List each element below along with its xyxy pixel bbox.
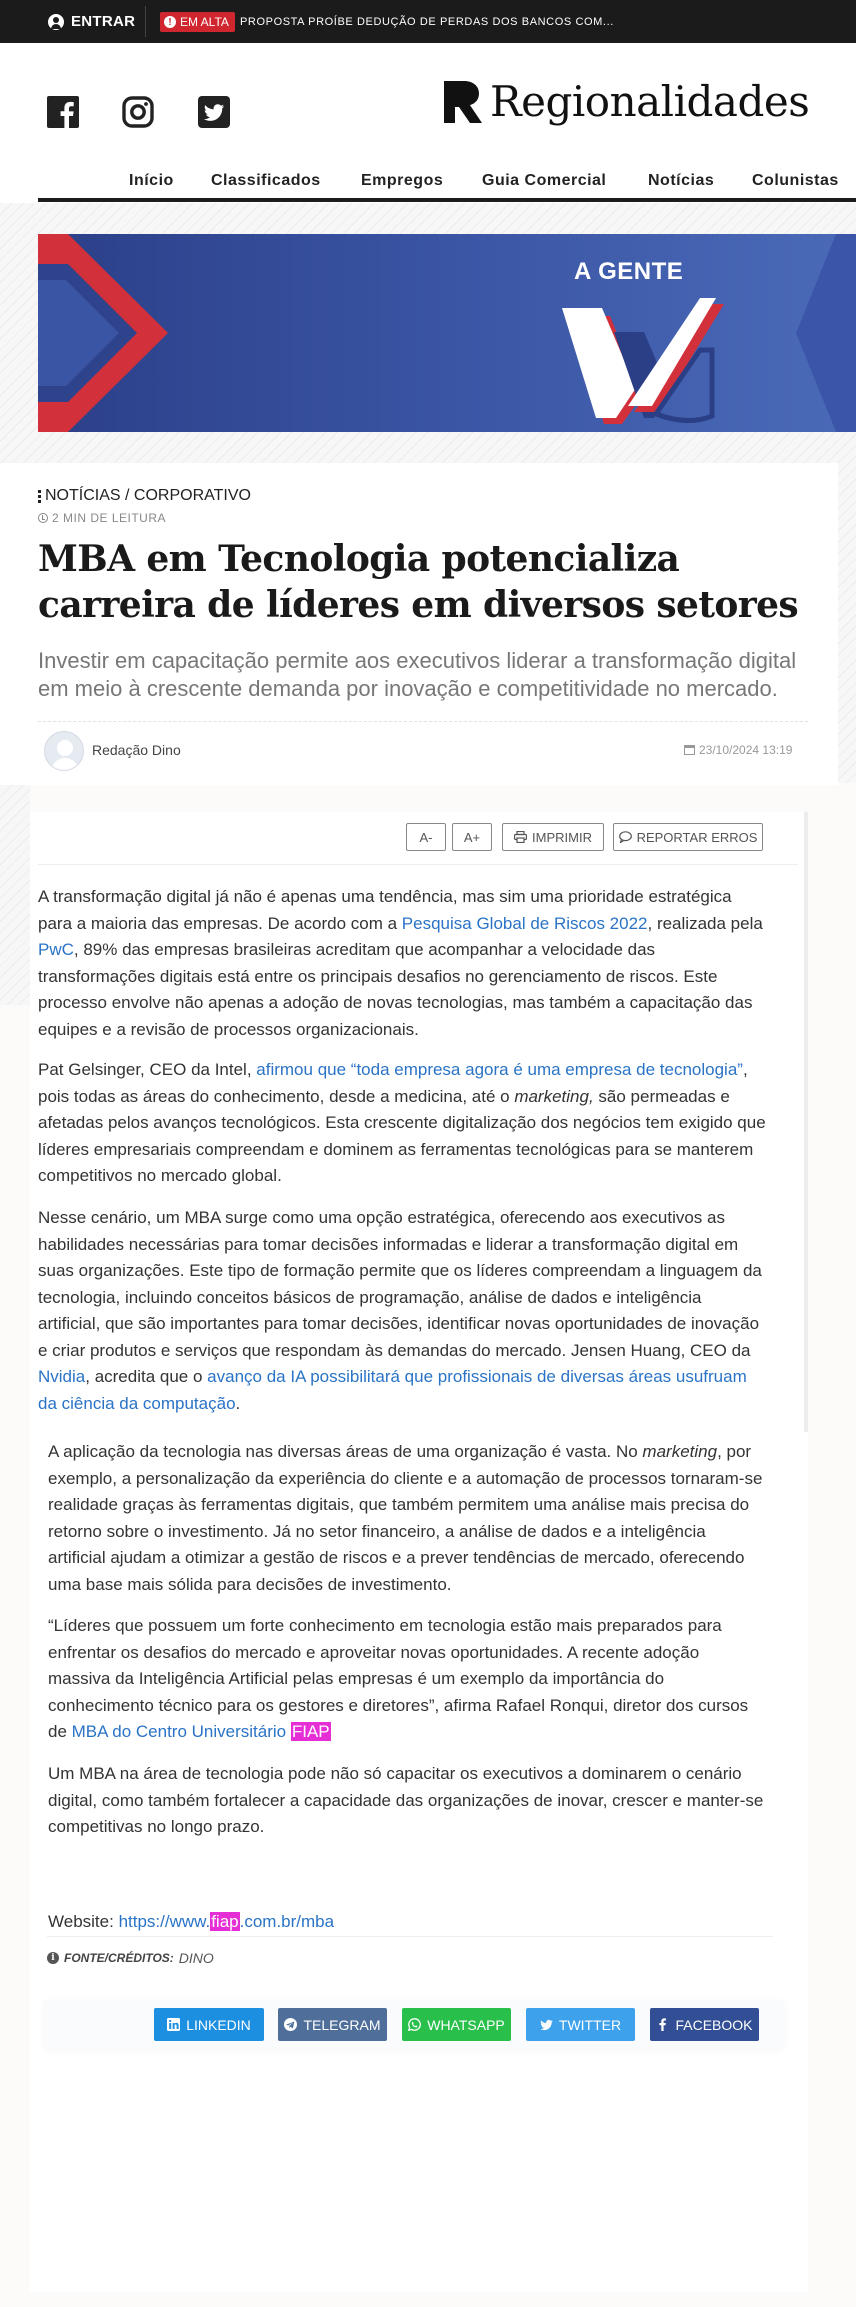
read-time-label: 2 MIN DE LEITURA [52,511,167,525]
sidebar-rail [804,812,808,1432]
author-avatar [44,731,84,771]
share-facebook-button[interactable] [650,2008,759,2041]
hatched-background [0,785,30,1005]
nav-item-noticias[interactable]: Notícias [648,172,715,189]
trending-headline-link[interactable]: PROPOSTA PROÍBE DEDUÇÃO DE PERDAS DOS BANCOS COM... [240,16,614,28]
share-telegram-label: TELEGRAM [303,2016,381,2033]
article-paragraph-2: Pat Gelsinger, CEO da Intel, afirmou que “toda empresa agora é uma empresa de tecnologia”, pois todas as áreas do conhecimento, desde a medicina, até o marketing, são permeadas e afetadas pelos avanços tecnológicos. Esta crescente digitalização dos negócios tem exigido que líderes empresariais compreendam e dominem as ferramentas tecnológicas para se manterem competitivos no mercado global. [38,1060,766,1185]
link-mba-fiap[interactable]: MBA do Centro Universitário FIAP [71,1722,330,1741]
divider [145,6,146,37]
nav-item-empregos[interactable]: Empregos [361,172,444,189]
share-twitter-label: TWITTER [558,2016,622,2033]
divider [38,864,798,865]
exclamation-icon: ! [164,16,176,28]
link-pwc[interactable]: PwC [38,940,74,959]
article-category[interactable] [38,487,251,505]
category-label: NOTÍCIAS / CORPORATIVO [45,487,251,504]
share-telegram-button[interactable] [278,2008,387,2041]
link-avanco-ia[interactable]: avanço da IA possibilitará que profissionais de diversas áreas usufruam da ciência da computação [38,1367,747,1413]
article-subtitle: Investir em capacitação permite aos executivos liderar a transformação digital em meio à crescente demanda por inovação e competitividade no mercado. [38,648,797,701]
font-increase-button[interactable]: A+ [452,823,492,851]
report-errors-button[interactable] [613,823,763,851]
nav-item-colunistas[interactable]: Colunistas [752,172,839,189]
publish-date-label: 23/10/2024 13:19 [699,743,793,757]
comment-icon [619,831,632,843]
nav-item-inicio[interactable]: Início [129,172,174,189]
nav-item-guia-comercial[interactable]: Guia Comercial [482,172,607,189]
facebook-icon [656,2018,669,2031]
linkedin-icon [167,2018,180,2031]
print-label: IMPRIMIR [532,829,592,845]
search-highlight: FIAP [291,1722,330,1741]
printer-icon [514,831,527,843]
login-label: ENTRAR [71,13,136,30]
banner-right-shape [776,234,856,432]
ad-banner[interactable] [38,234,856,432]
print-button[interactable] [502,823,604,851]
site-logo[interactable] [444,77,810,126]
instagram-icon[interactable] [122,96,154,128]
trending-badge-label: EM ALTA [180,15,229,29]
author-name[interactable]: Redação Dino [92,742,181,758]
website-line: Website: https://www.fiap.com.br/mba [48,1912,335,1931]
banner-chevron-shape [38,234,198,432]
calendar-icon [684,745,695,755]
link-nvidia[interactable]: Nvidia [38,1367,86,1386]
main-nav [38,168,856,202]
article-paragraph-6: Um MBA na área de tecnologia pode não só capacitar os executivos a dominarem o cenário digital, como também fortalecer a capacidade das organizações de inovar, crescer e manter-se competitivas no longo prazo. [48,1764,764,1836]
twitter-icon[interactable] [198,96,230,128]
article-paragraph-1: A transformação digital já não é apenas uma tendência, mas sim uma prioridade estratégica para a maioria das empresas. De acordo com a Pesquisa Global de Riscos 2022, realizada pela PwC, 89% das empresas brasileiras acreditam que acompanhar a velocidade das transformações digitais está entre os principais desafios no gerenciamento de riscos. Este processo envolve não apenas a adoção de novas tecnologias, mas também a capacitação das equipes e a revisão de processos organizacionais. [38,887,763,1039]
info-icon: i [47,1952,59,1964]
telegram-icon [284,2018,297,2031]
source-credits [47,1950,214,1966]
website-link[interactable]: https://www.fiap.com.br/mba [118,1912,335,1931]
source-label: FONTE/CRÉDITOS: [64,1951,174,1965]
twitter-icon [540,2018,553,2031]
search-highlight: fiap [211,1912,239,1931]
article-title: MBA em Tecnologia potencializa carreira de líderes em diversos setores [38,538,799,626]
facebook-icon[interactable] [47,96,79,128]
user-circle-icon [48,14,64,30]
report-errors-label: REPORTAR ERROS [636,829,758,845]
share-whatsapp-label: WHATSAPP [427,2016,505,2033]
link-intel-quote[interactable]: afirmou que “toda empresa agora é uma empresa de tecnologia” [256,1060,743,1079]
divider [38,721,808,722]
share-linkedin-button[interactable] [154,2008,264,2041]
article-paragraph-4: A aplicação da tecnologia nas diversas áreas de uma organização é vasta. No marketing, por exemplo, a personalização da experiência do cliente e a automação de processos tornaram-se realidade graças às ferramentas digitais, que também permitem uma análise mais precisa do retorno sobre o investimento. Já no setor financeiro, a análise de dados e a inteligência artificial ajudam a otimizar a gestão de riscos e a prever tendências de mercado, oferecendo uma base mais sólida para decisões de investimento. [48,1442,763,1594]
divider [47,1936,773,1937]
banner-title: A GENTE [574,258,684,285]
clock-icon [38,513,48,523]
nav-item-classificados[interactable]: Classificados [211,172,321,189]
link-pesquisa-global-riscos[interactable]: Pesquisa Global de Riscos 2022 [401,913,648,933]
share-whatsapp-button[interactable] [402,2008,511,2041]
logo-text: Regionalidades [490,77,810,126]
read-time [38,511,166,525]
banner-logo-mark [548,292,738,432]
logo-r-mark-icon [444,81,482,123]
share-facebook-label: FACEBOOK [675,2016,753,2033]
font-decrease-button[interactable]: A- [406,823,446,851]
source-value: DINO [178,1950,214,1966]
top-bar [0,0,856,43]
share-twitter-button[interactable] [526,2008,635,2041]
trending-badge [160,12,235,32]
publish-date [684,743,792,757]
share-linkedin-label: LINKEDIN [186,2016,251,2033]
article-paragraph-5: “Líderes que possuem um forte conhecimento em tecnologia estão mais preparados para enfrentar os desafios do mercado e aproveitar novas oportunidades. A recente adoção massiva da Inteligência Artificial pelas empresas é um exemplo da importância do conhecimento técnico para os gestores e diretores”, afirma Rafael Ronqui, diretor dos cursos de MBA do Centro Universitário FIAP [48,1616,749,1741]
whatsapp-icon [408,2018,421,2031]
login-button[interactable] [48,0,135,43]
vertical-dots-icon [38,490,41,503]
article-paragraph-3: Nesse cenário, um MBA surge como uma opção estratégica, oferecendo aos executivos as habilidades necessárias para tomar decisões informadas e liderar a transformação digital em suas organizações. Este tipo de formação permite que os líderes compreendam a linguagem da tecnologia, incluindo conceitos básicos de programação, análise de dados e inteligência artificial, que são importantes para tomar decisões, identificar novas oportunidades de inovação e criar produtos e serviços que respondam às demandas do mercado. Jensen Huang, CEO da Nvidia, acredita que o avanço da IA possibilitará que profissionais de diversas áreas usufruam da ciência da computação. [38,1208,762,1413]
